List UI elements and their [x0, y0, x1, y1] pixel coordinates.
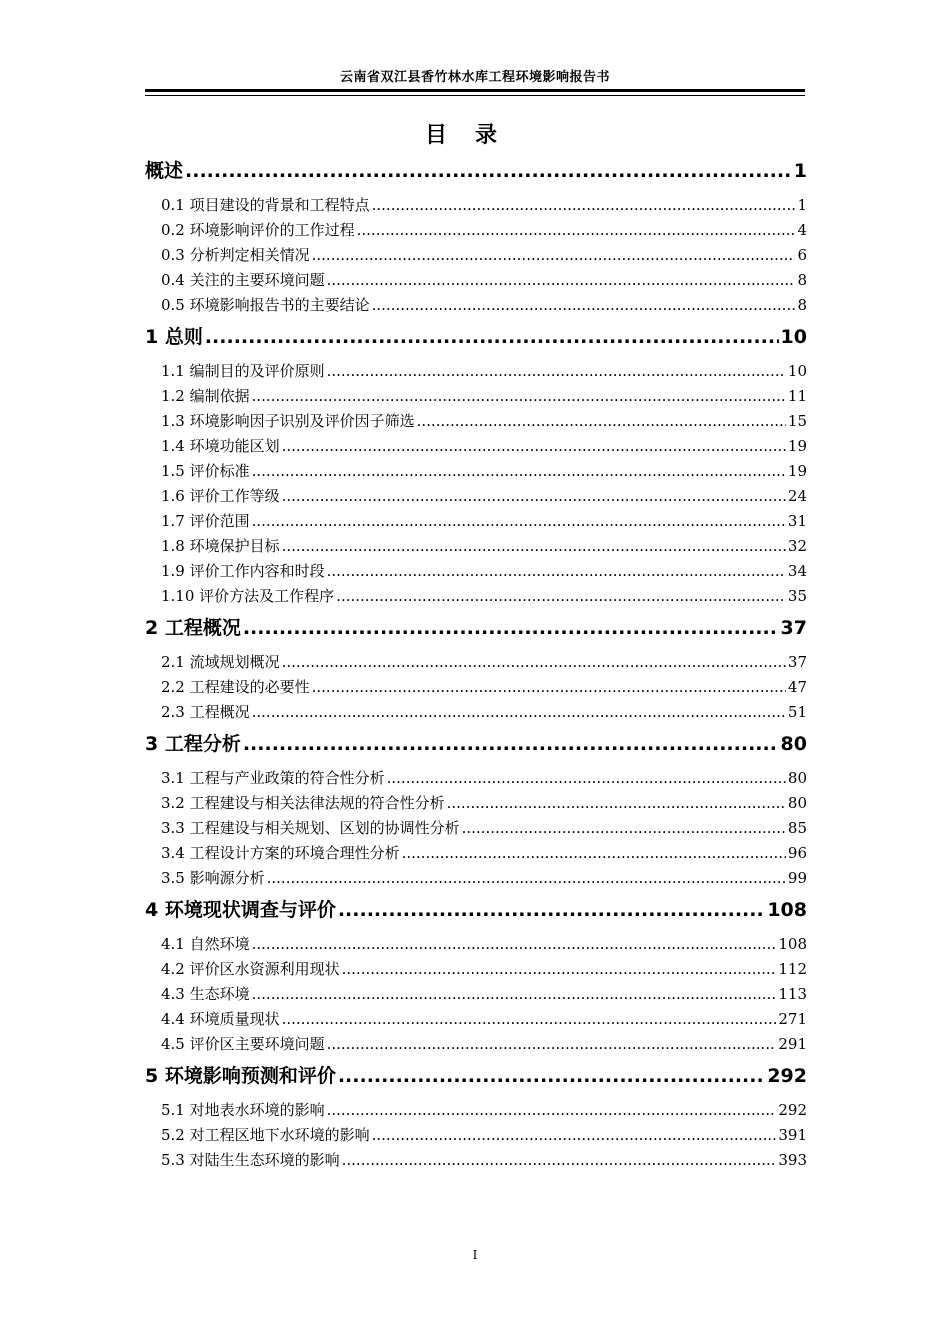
- toc-leader-dots: [327, 1032, 777, 1057]
- toc-chapter-label: 1 总则: [145, 326, 203, 348]
- header-rule-thick: [145, 89, 805, 92]
- toc-leader-dots: [462, 816, 786, 841]
- toc-leader-dots: [338, 1057, 765, 1095]
- toc-section-page: 24: [787, 487, 807, 505]
- toc-section-label: 4.2 评价区水资源利用现状: [161, 960, 340, 978]
- toc-section-label: 1.3 环境影响因子识别及评价因子筛选: [161, 412, 415, 430]
- toc-section-entry[interactable]: [145, 359, 807, 384]
- toc-leader-dots: [205, 318, 779, 356]
- toc-leader-dots: [282, 1007, 777, 1032]
- toc-section-label: 5.2 对工程区地下水环境的影响: [161, 1126, 370, 1144]
- toc-leader-dots: [372, 1123, 777, 1148]
- toc-chapter-page: 108: [767, 899, 807, 921]
- toc-section-entry[interactable]: [145, 218, 807, 243]
- toc-leader-dots: [252, 932, 777, 957]
- toc-chapter-entry[interactable]: [145, 891, 807, 929]
- toc-section-label: 1.5 评价标准: [161, 462, 250, 480]
- toc-leader-dots: [312, 243, 796, 268]
- toc-leader-dots: [282, 434, 786, 459]
- toc-leader-dots: [338, 891, 765, 929]
- toc-chapter-page: 37: [780, 617, 807, 639]
- toc-section-label: 3.4 工程设计方案的环境合理性分析: [161, 844, 400, 862]
- toc-section-page: 99: [787, 869, 807, 887]
- toc-leader-dots: [252, 509, 786, 534]
- toc-leader-dots: [336, 584, 786, 609]
- toc-section-label: 2.2 工程建设的必要性: [161, 678, 310, 696]
- toc-leader-dots: [243, 609, 779, 647]
- toc-section-label: 3.2 工程建设与相关法律法规的符合性分析: [161, 794, 445, 812]
- toc-chapter-label: 概述: [145, 160, 184, 182]
- toc-section-entry[interactable]: [145, 982, 807, 1007]
- toc-section-label: 3.1 工程与产业政策的符合性分析: [161, 769, 385, 787]
- toc-section-entry[interactable]: [145, 434, 807, 459]
- toc-section-entry[interactable]: [145, 268, 807, 293]
- toc-leader-dots: [327, 268, 796, 293]
- toc-section-page: 15: [787, 412, 807, 430]
- toc-section-label: 1.2 编制依据: [161, 387, 250, 405]
- toc-section-label: 0.1 项目建设的背景和工程特点: [161, 196, 370, 214]
- toc-leader-dots: [243, 725, 779, 763]
- toc-chapter-page: 1: [793, 160, 807, 182]
- toc-section-page: 4: [797, 221, 807, 239]
- toc-chapter-label: 4 环境现状调查与评价: [145, 899, 336, 921]
- toc-section-label: 1.6 评价工作等级: [161, 487, 280, 505]
- toc-section-label: 2.1 流域规划概况: [161, 653, 280, 671]
- toc-section-entry[interactable]: [145, 193, 807, 218]
- toc-leader-dots: [342, 957, 777, 982]
- toc-chapter-entry[interactable]: [145, 725, 807, 763]
- toc-section-entry[interactable]: [145, 559, 807, 584]
- toc-section-page: 271: [778, 1010, 807, 1028]
- toc-section-page: 10: [787, 362, 807, 380]
- toc-section-entry[interactable]: [145, 484, 807, 509]
- toc-section-label: 3.5 影响源分析: [161, 869, 265, 887]
- toc-chapter-entry[interactable]: [145, 609, 807, 647]
- toc-leader-dots: [327, 559, 786, 584]
- toc-section-entry[interactable]: [145, 1007, 807, 1032]
- toc-leader-dots: [252, 459, 786, 484]
- toc-section-page: 31: [787, 512, 807, 530]
- toc-section-label: 1.7 评价范围: [161, 512, 250, 530]
- toc-section-page: 113: [778, 985, 807, 1003]
- toc-section-page: 80: [787, 794, 807, 812]
- toc-section-label: 1.10 评价方法及工作程序: [161, 587, 335, 605]
- toc-section-label: 4.5 评价区主要环境问题: [161, 1035, 325, 1053]
- toc-section-page: 292: [778, 1101, 807, 1119]
- toc-section-page: 96: [787, 844, 807, 862]
- toc-chapter-page: 80: [780, 733, 807, 755]
- toc-leader-dots: [282, 650, 786, 675]
- toc-leader-dots: [372, 193, 796, 218]
- toc-section-page: 47: [787, 678, 807, 696]
- toc-section-page: 8: [797, 271, 807, 289]
- toc-section-page: 32: [787, 537, 807, 555]
- toc-section-entry[interactable]: [145, 409, 807, 434]
- toc-chapter-entry[interactable]: [145, 1057, 807, 1095]
- header-rule-thin: [145, 95, 805, 96]
- toc-section-entry[interactable]: [145, 1098, 807, 1123]
- toc-leader-dots: [327, 1098, 777, 1123]
- toc-section-page: 393: [778, 1151, 807, 1169]
- toc-section-label: 1.1 编制目的及评价原则: [161, 362, 325, 380]
- toc-leader-dots: [282, 484, 786, 509]
- toc-section-label: 5.3 对陆生生态环境的影响: [161, 1151, 340, 1169]
- toc-section-label: 0.5 环境影响报告书的主要结论: [161, 296, 370, 314]
- toc-section-entry[interactable]: [145, 957, 807, 982]
- toc-leader-dots: [185, 152, 792, 190]
- toc-section-page: 37: [787, 653, 807, 671]
- toc-chapter-page: 292: [767, 1065, 807, 1087]
- toc-section-page: 6: [797, 246, 807, 264]
- toc-section-page: 85: [787, 819, 807, 837]
- toc-section-entry[interactable]: [145, 866, 807, 891]
- toc-section-page: 35: [787, 587, 807, 605]
- toc-section-label: 2.3 工程概况: [161, 703, 250, 721]
- toc-section-page: 51: [787, 703, 807, 721]
- toc-chapter-label: 3 工程分析: [145, 733, 241, 755]
- toc-section-label: 1.4 环境功能区划: [161, 437, 280, 455]
- toc-section-page: 291: [778, 1035, 807, 1053]
- toc-leader-dots: [342, 1148, 777, 1173]
- page-number: I: [472, 1248, 478, 1262]
- toc-section-page: 8: [797, 296, 807, 314]
- toc-section-entry[interactable]: [145, 509, 807, 534]
- toc-section-label: 4.4 环境质量现状: [161, 1010, 280, 1028]
- toc-section-page: 11: [787, 387, 807, 405]
- toc-section-entry[interactable]: [145, 534, 807, 559]
- toc-section-entry[interactable]: [145, 700, 807, 725]
- toc-chapter-entry[interactable]: [145, 152, 807, 190]
- toc-leader-dots: [357, 218, 796, 243]
- page-title: 目录: [424, 123, 525, 148]
- toc-section-label: 3.3 工程建设与相关规划、区划的协调性分析: [161, 819, 460, 837]
- toc-section-entry[interactable]: [145, 293, 807, 318]
- toc-section-page: 1: [797, 196, 807, 214]
- toc-section-page: 391: [778, 1126, 807, 1144]
- toc-chapter-label: 2 工程概况: [145, 617, 241, 639]
- toc-leader-dots: [267, 866, 786, 891]
- toc-section-page: 19: [787, 437, 807, 455]
- toc-leader-dots: [402, 841, 786, 866]
- toc-chapter-label: 5 环境影响预测和评价: [145, 1065, 336, 1087]
- toc-section-entry[interactable]: [145, 1148, 807, 1173]
- toc-leader-dots: [282, 534, 786, 559]
- toc-section-label: 1.9 评价工作内容和时段: [161, 562, 325, 580]
- toc-section-page: 34: [787, 562, 807, 580]
- toc-leader-dots: [447, 791, 786, 816]
- toc-section-label: 0.3 分析判定相关情况: [161, 246, 310, 264]
- toc-section-entry[interactable]: [145, 650, 807, 675]
- toc-chapter-entry[interactable]: [145, 318, 807, 356]
- table-of-contents: [145, 152, 807, 1173]
- toc-section-page: 19: [787, 462, 807, 480]
- toc-leader-dots: [252, 700, 786, 725]
- toc-section-entry[interactable]: [145, 243, 807, 268]
- toc-leader-dots: [417, 409, 786, 434]
- toc-leader-dots: [387, 766, 786, 791]
- toc-section-entry[interactable]: [145, 766, 807, 791]
- toc-section-label: 4.3 生态环境: [161, 985, 250, 1003]
- toc-section-label: 4.1 自然环境: [161, 935, 250, 953]
- toc-section-page: 80: [787, 769, 807, 787]
- toc-leader-dots: [252, 982, 777, 1007]
- toc-section-entry[interactable]: [145, 791, 807, 816]
- toc-section-entry[interactable]: [145, 841, 807, 866]
- toc-leader-dots: [312, 675, 786, 700]
- toc-leader-dots: [372, 293, 796, 318]
- toc-chapter-page: 10: [780, 326, 807, 348]
- toc-section-entry[interactable]: [145, 932, 807, 957]
- toc-section-entry[interactable]: [145, 1032, 807, 1057]
- toc-section-label: 0.2 环境影响评价的工作过程: [161, 221, 355, 239]
- toc-section-page: 112: [778, 960, 807, 978]
- toc-section-entry[interactable]: [145, 675, 807, 700]
- running-header: 云南省双江县香竹林水库工程环境影响报告书: [339, 70, 610, 85]
- toc-section-entry[interactable]: [145, 384, 807, 409]
- toc-section-label: 5.1 对地表水环境的影响: [161, 1101, 325, 1119]
- toc-section-entry[interactable]: [145, 816, 807, 841]
- toc-section-label: 1.8 环境保护目标: [161, 537, 280, 555]
- toc-section-page: 108: [778, 935, 807, 953]
- toc-leader-dots: [252, 384, 786, 409]
- toc-section-entry[interactable]: [145, 584, 807, 609]
- toc-leader-dots: [327, 359, 786, 384]
- toc-section-label: 0.4 关注的主要环境问题: [161, 271, 325, 289]
- toc-section-entry[interactable]: [145, 459, 807, 484]
- toc-section-entry[interactable]: [145, 1123, 807, 1148]
